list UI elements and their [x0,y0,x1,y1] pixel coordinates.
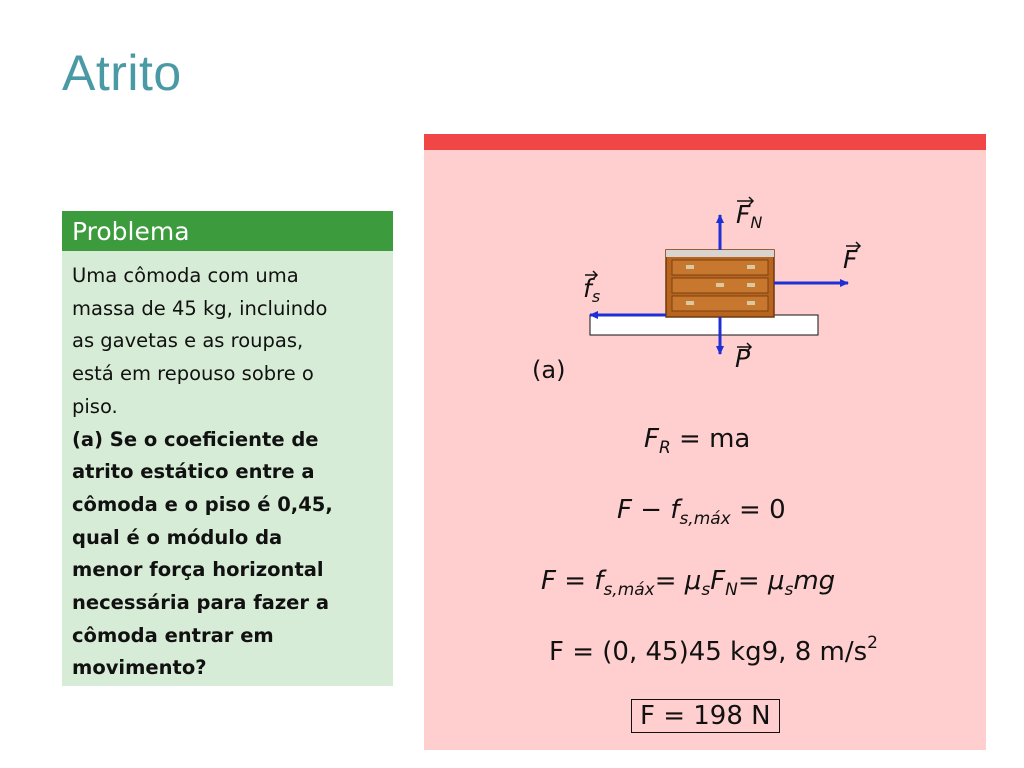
applied-force-label: F [843,245,858,274]
dresser-image [666,250,774,317]
diagram-label: (a) [532,356,566,384]
question-line: cômoda entrar em [72,623,274,647]
problem-intro [72,260,381,424]
question-line: cômoda e o piso é 0,45, [72,492,333,516]
intro-line: massa de 45 kg, incluindo [72,296,328,320]
intro-line: está em repouso sobre o [72,362,314,386]
equation-3: $F = f_{s,máx}= \mu_sF_N= \mu_smg$ [541,566,836,600]
question-line: qual é o módulo da [72,525,283,549]
equation-4: F = (0, 45)45 kg9, 8 $m/s^2$ [549,633,878,667]
friction-force-label: $f_s$ [583,274,601,306]
intro-line: piso. [72,394,118,418]
question-line: (a) Se o coeficiente de [72,427,319,451]
equation-1: $F_R$ = ma [644,424,751,458]
solution-panel [424,134,986,750]
problem-text [62,251,393,685]
problem-header: Problema [62,211,393,251]
question-line: atrito estático entre a [72,460,315,484]
floor-surface [590,315,818,335]
intro-line: as gavetas e as roupas, [72,329,304,353]
weight-label: P [735,344,751,373]
intro-line: Uma cômoda com uma [72,264,299,287]
equation-5-result: F = 198 N [631,701,780,731]
equation-2: $F - f_{s,máx} = 0$ [617,495,786,529]
question-line: menor força horizontal [72,558,324,582]
problem-question [72,424,381,686]
free-body-diagram [424,134,986,394]
question-line: necessária para fazer a [72,591,329,615]
slide-title: Atrito [62,45,182,101]
normal-force-label: $F_N$ [736,200,763,232]
problem-box [62,211,393,686]
question-line: movimento? [72,656,207,680]
